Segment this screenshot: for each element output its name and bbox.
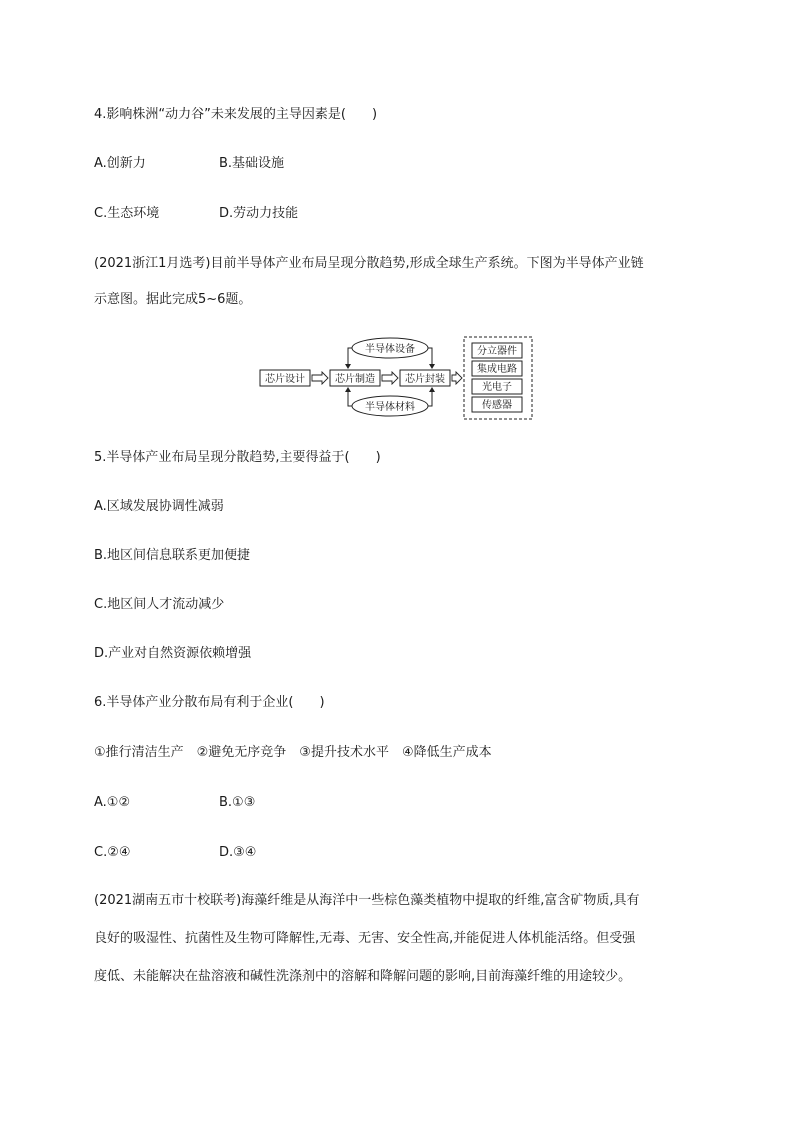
q5-option-b: B.地区间信息联系更加便捷 [94, 548, 251, 563]
arrow-design-to-manufacture [312, 372, 328, 384]
q5-option-a: A.区域发展协调性减弱 [94, 499, 224, 514]
intro1-line1: (2021浙江1月选考)目前半导体产业布局呈现分散趋势,形成全球生产系统。下图为半导体产业链 [94, 256, 644, 271]
q6-stem: 6.半导体产业分散布局有利于企业( ) [94, 695, 325, 710]
intro2-line2: 良好的吸湿性、抗菌性及生物可降解性,无毒、无害、安全性高,并能促进人体机能活络。但受强 [94, 931, 636, 946]
q6-option-d: D.③④ [219, 845, 257, 860]
q4-option-c: C.生态环境 [94, 206, 160, 221]
q4-option-d: D.劳动力技能 [219, 206, 299, 221]
intro1-line2: 示意图。据此完成5~6题。 [94, 292, 252, 307]
q6-option-c: C.②④ [94, 845, 131, 860]
q5-option-d: D.产业对自然资源依赖增强 [94, 646, 252, 661]
intro2-line1: (2021湖南五市十校联考)海藻纤维是从海洋中一些棕色藻类植物中提取的纤维,富含矿物质,具有 [94, 893, 640, 908]
materials-label: 半导体材料 [365, 402, 415, 413]
output-sensor: 传感器 [482, 400, 512, 411]
semiconductor-chain-diagram [258, 334, 538, 422]
q4-option-a: A.创新力 [94, 156, 146, 171]
output-discrete: 分立器件 [477, 346, 517, 357]
equipment-label: 半导体设备 [365, 344, 415, 355]
q4-option-b: B.基础设施 [219, 156, 285, 171]
chip-design-label: 芯片设计 [265, 374, 305, 385]
q6-option-a: A.①② [94, 795, 131, 810]
arrow-packaging-to-outputs [452, 372, 462, 384]
q5-stem: 5.半导体产业布局呈现分散趋势,主要得益于( ) [94, 450, 381, 465]
q6-items: ①推行清洁生产 ②避免无序竞争 ③提升技术水平 ④降低生产成本 [94, 745, 492, 760]
output-optoelectronics: 光电子 [482, 382, 512, 393]
chip-manufacture-label: 芯片制造 [335, 374, 375, 385]
intro2-line3: 度低、未能解决在盐溶液和碱性洗涤剂中的溶解和降解问题的影响,目前海藻纤维的用途较少。 [94, 969, 632, 984]
arrow-manufacture-to-packaging [382, 372, 398, 384]
q4-stem: 4.影响株洲“动力谷”未来发展的主导因素是( ) [94, 107, 378, 122]
output-ic: 集成电路 [477, 364, 517, 375]
q5-option-c: C.地区间人才流动减少 [94, 597, 225, 612]
q6-option-b: B.①③ [219, 795, 256, 810]
chip-packaging-label: 芯片封装 [405, 374, 445, 385]
